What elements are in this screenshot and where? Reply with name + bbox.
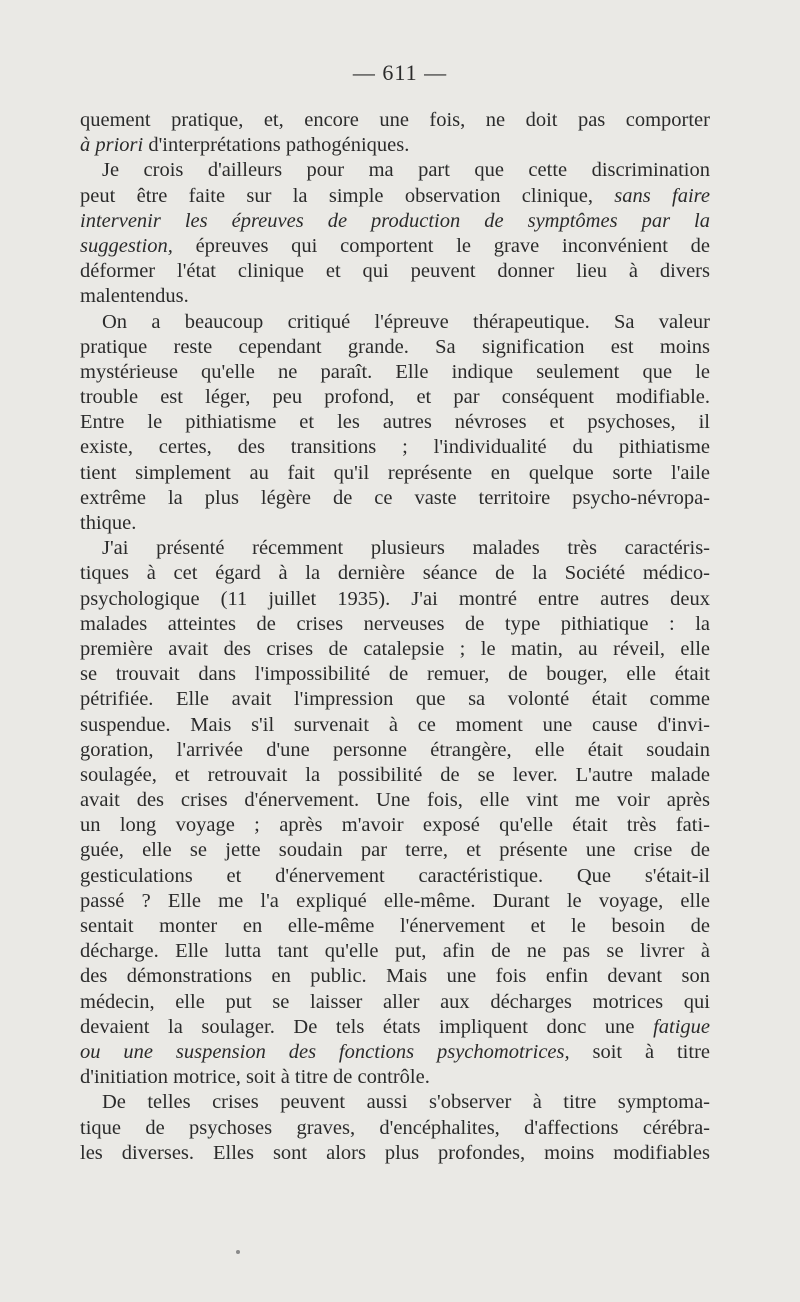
text-run: goration, l'arrivée d'une personne étrangère, elle était soudain <box>80 738 710 761</box>
text-line <box>80 1141 710 1166</box>
text-line <box>80 486 710 511</box>
text-line <box>80 1065 710 1090</box>
text-line <box>80 864 710 889</box>
text-line <box>80 964 710 989</box>
text-line <box>80 662 710 687</box>
text-run: De telles crises peuvent aussi s'observer à titre symptoma- <box>102 1091 710 1114</box>
text-run: gesticulations et d'énervement caractéristique. Que s'était-il <box>80 864 710 887</box>
text-run: des démonstrations en public. Mais une fois enfin devant son <box>80 965 710 988</box>
italic-run: à priori <box>80 134 144 157</box>
text-run: malades atteintes de crises nerveuses de type pithiatique : la <box>80 612 710 635</box>
text-run: malentendus. <box>80 285 189 308</box>
text-run: mystérieuse qu'elle ne paraît. Elle indique seulement que le <box>80 360 710 383</box>
text-line <box>80 184 710 209</box>
text-line <box>80 612 710 637</box>
text-line <box>80 713 710 738</box>
text-line <box>80 813 710 838</box>
text-run: Entre le pithiatisme et les autres névroses et psychoses, il <box>80 411 710 434</box>
text-line <box>80 108 710 133</box>
text-run: guée, elle se jette soudain par terre, et présente une crise de <box>80 839 710 862</box>
text-run: quement pratique, et, encore une fois, ne doit pas comporter <box>80 109 710 131</box>
text-line <box>80 687 710 712</box>
text-line <box>80 410 710 435</box>
text-line <box>80 1015 710 1040</box>
italic-run: fatigue <box>653 1015 710 1038</box>
text-line <box>80 536 710 561</box>
text-line <box>80 939 710 964</box>
text-run: extrême la plus légère de ce vaste territoire psycho-névropa- <box>80 486 710 509</box>
text-run: On a beaucoup critiqué l'épreuve thérapeutique. Sa valeur <box>102 310 710 333</box>
text-run: tient simplement au fait qu'il représente en quelque sorte l'aile <box>80 461 710 484</box>
text-run: se trouvait dans l'impossibilité de remuer, de bouger, elle était <box>80 663 710 686</box>
italic-run: suggestion, <box>80 234 173 257</box>
text-line <box>80 990 710 1015</box>
text-line <box>80 133 710 158</box>
text-run: thique. <box>80 512 137 534</box>
text-line <box>80 763 710 788</box>
text-line <box>80 435 710 460</box>
text-line <box>80 1116 710 1141</box>
text-line <box>80 738 710 763</box>
text-line <box>80 637 710 662</box>
text-run: J'ai présenté récemment plusieurs malades très caractéris- <box>102 537 710 560</box>
text-run: suspendue. Mais s'il survenait à ce moment une cause d'invi- <box>80 713 710 736</box>
text-run: avait des crises d'énervement. Une fois, elle vint me voir après <box>80 789 710 812</box>
text-run: Je crois d'ailleurs pour ma part que cette discrimination <box>102 159 710 182</box>
text-run: soulagée, et retrouvait la possibilité de se lever. L'autre malade <box>80 763 710 786</box>
text-run: passé ? Elle me l'a expliqué elle-même. Durant le voyage, elle <box>80 889 710 912</box>
text-run: un long voyage ; après m'avoir exposé qu'elle était très fati- <box>80 814 710 837</box>
text-run: pratique reste cependant grande. Sa signification est moins <box>80 335 710 358</box>
text-line <box>80 209 710 234</box>
text-line <box>80 914 710 939</box>
text-run: peut être faite sur la simple observation clinique, <box>80 184 615 207</box>
text-line <box>80 788 710 813</box>
text-line <box>80 889 710 914</box>
text-run: existe, certes, des transitions ; l'individualité du pithiatisme <box>80 436 710 459</box>
text-run: sentait monter en elle-même l'énervement et le besoin de <box>80 915 710 937</box>
text-line <box>80 335 710 360</box>
body-text <box>80 108 710 1166</box>
text-line <box>80 511 710 536</box>
text-run: trouble est léger, peu profond, et par conséquent modifiable. <box>80 386 710 409</box>
text-line <box>80 284 710 309</box>
text-line <box>80 561 710 586</box>
text-run: d'initiation motrice, soit à titre de contrôle. <box>80 1066 430 1089</box>
text-run: pétrifiée. Elle avait l'impression que sa volonté était comme <box>80 688 710 711</box>
text-run: tiques à cet égard à la dernière séance de la Société médico- <box>80 562 710 585</box>
text-run: devaient la soulager. De tels états impliquent donc une <box>80 1015 654 1038</box>
text-run: déformer l'état clinique et qui peuvent donner lieu à divers <box>80 260 710 283</box>
text-run: médecin, elle put se laisser aller aux décharges motrices qui <box>80 990 710 1013</box>
text-line <box>80 1040 710 1065</box>
text-run: psychologique (11 juillet 1935). J'ai montré entre autres deux <box>80 587 710 610</box>
text-run: les diverses. Elles sont alors plus profondes, moins modifiables <box>80 1141 710 1164</box>
text-line <box>80 587 710 612</box>
text-line <box>80 838 710 863</box>
text-line <box>80 234 710 259</box>
page-number: — 611 — <box>352 60 448 85</box>
text-line <box>80 259 710 284</box>
text-line <box>80 360 710 385</box>
text-run: soit à titre <box>569 1040 710 1063</box>
text-line <box>80 385 710 410</box>
text-line <box>80 158 710 183</box>
text-run: épreuves qui comportent le grave inconvénient de <box>172 234 710 257</box>
text-line <box>80 310 710 335</box>
text-run: tique de psychoses graves, d'encéphalites, d'affections cérébra- <box>80 1116 710 1139</box>
text-run: d'interprétations pathogéniques. <box>143 134 410 157</box>
text-line <box>80 1090 710 1115</box>
italic-run: sans faire <box>614 184 710 207</box>
text-run: décharge. Elle lutta tant qu'elle put, afin de ne pas se livrer à <box>80 940 710 963</box>
text-run: première avait des crises de catalepsie ; le matin, au réveil, elle <box>80 637 710 660</box>
italic-run: intervenir les épreuves de production de symptômes par la <box>80 209 710 232</box>
italic-run: ou une suspension des fonctions psychomotrices, <box>80 1040 570 1063</box>
text-line <box>80 461 710 486</box>
paper-speck <box>236 1250 240 1254</box>
